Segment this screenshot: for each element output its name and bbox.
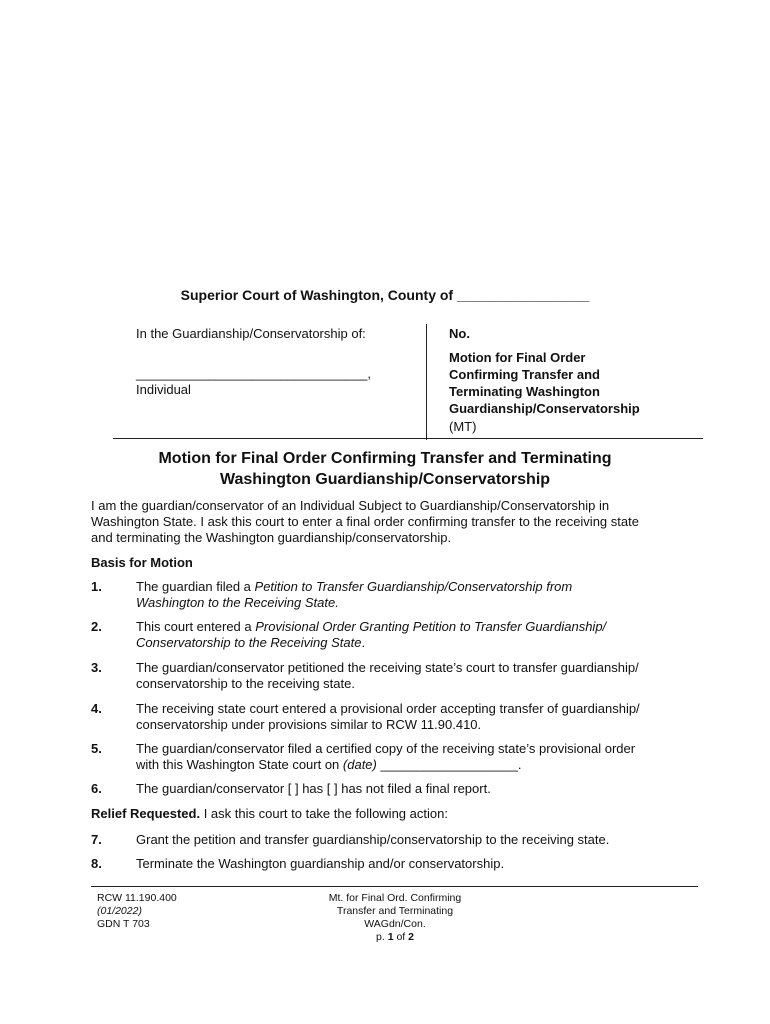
individual-name-line: ________________________________, — [136, 366, 371, 381]
item-number: 6. — [91, 781, 102, 796]
item-text: conservatorship to the receiving state. — [136, 676, 355, 691]
caption-motion-line: Guardianship/Conservatorship — [449, 401, 640, 416]
caption-divider — [426, 324, 427, 440]
intro-line: I am the guardian/conservator of an Individual Subject to Guardianship/Conservatorship in — [91, 498, 610, 513]
page-prefix: p. — [376, 931, 388, 943]
item-number: 7. — [91, 832, 102, 847]
basis-item-4 — [136, 701, 696, 733]
item-number: 8. — [91, 856, 102, 871]
document-title — [0, 448, 770, 490]
footer-center-line: Transfer and Terminating — [336, 905, 454, 917]
item-text: This court entered a — [136, 619, 256, 634]
intro-line: Washington State. I ask this court to enter a final order confirming transfer to the receiving state — [91, 514, 639, 529]
item-text: The guardian/conservator filed a certified copy of the receiving state’s provisional order — [136, 741, 636, 756]
item-text: The guardian/conservator [ ] has [ ] has not filed a final report. — [136, 781, 491, 796]
relief-heading: Relief Requested. — [91, 806, 201, 821]
individual-label: Individual — [136, 382, 191, 397]
footer-center — [295, 892, 495, 944]
item-text: with this Washington State court on — [136, 757, 343, 772]
item-italic-text: (date) — [342, 757, 377, 772]
page-current: 1 — [387, 931, 394, 943]
footer-date: (01/2022) — [97, 905, 142, 917]
document-title-line2: Washington Guardianship/Conservatorship — [219, 471, 551, 488]
relief-item-7: Grant the petition and transfer guardianship/conservatorship to the receiving state. — [136, 832, 610, 847]
basis-item-5 — [136, 741, 696, 773]
caption-rule — [113, 438, 703, 439]
relief-paragraph — [91, 806, 691, 822]
footer-center-line: WAGdn/Con. — [364, 918, 426, 930]
basis-item-6 — [136, 781, 696, 797]
caption-motion-line: Terminating Washington — [449, 384, 600, 399]
footer-center-line: Mt. for Final Ord. Confirming — [328, 892, 462, 904]
case-number-label: No. — [449, 326, 470, 341]
footer-page-number — [295, 931, 495, 944]
caption-motion-line: Motion for Final Order — [449, 350, 586, 365]
relief-item-8: Terminate the Washington guardianship and/or conservatorship. — [136, 856, 505, 871]
caption-motion-title — [449, 349, 640, 417]
footer-rule — [91, 886, 698, 887]
caption-label: In the Guardianship/Conservatorship of: — [136, 326, 366, 341]
item-text: conservatorship under provisions similar to RCW 11.90.410. — [136, 717, 482, 732]
item-number: 5. — [91, 741, 102, 756]
basis-heading: Basis for Motion — [91, 555, 193, 570]
date-blank: ___________________. — [376, 757, 522, 772]
basis-item-3 — [136, 660, 696, 692]
basis-item-1 — [136, 579, 696, 611]
item-italic-text: Petition to Transfer Guardianship/Conservatorship from — [254, 579, 573, 594]
court-title: Superior Court of Washington, County of _________________ — [180, 287, 590, 303]
item-number: 4. — [91, 701, 102, 716]
form-code: (MT) — [449, 419, 477, 434]
document-title-line1: Motion for Final Order Confirming Transfer and Terminating — [158, 450, 612, 467]
basis-item-2 — [136, 619, 696, 651]
intro-line: and terminating the Washington guardianship/conservatorship. — [91, 530, 452, 545]
item-italic-text: Washington to the Receiving State. — [136, 595, 339, 610]
footer-form-number: GDN T 703 — [97, 918, 150, 930]
item-text: The receiving state court entered a provisional order accepting transfer of guardianship/ — [136, 701, 640, 716]
footer-rcw: RCW 11.190.400 — [97, 892, 177, 904]
item-italic-text: Provisional Order Granting Petition to Transfer Guardianship/ — [255, 619, 607, 634]
page-total: 2 — [408, 931, 414, 943]
caption-motion-line: Confirming Transfer and — [449, 367, 600, 382]
item-number: 2. — [91, 619, 102, 634]
intro-paragraph — [91, 498, 691, 546]
page-of: of — [393, 931, 409, 943]
item-number: 3. — [91, 660, 102, 675]
item-text: The guardian filed a — [136, 579, 255, 594]
item-italic-text: Conservatorship to the Receiving State — [136, 635, 362, 650]
footer-left — [97, 892, 177, 931]
item-number: 1. — [91, 579, 102, 594]
relief-text: I ask this court to take the following action: — [200, 806, 448, 821]
item-text: . — [361, 635, 366, 650]
item-text: The guardian/conservator petitioned the receiving state’s court to transfer guardianship/ — [136, 660, 639, 675]
